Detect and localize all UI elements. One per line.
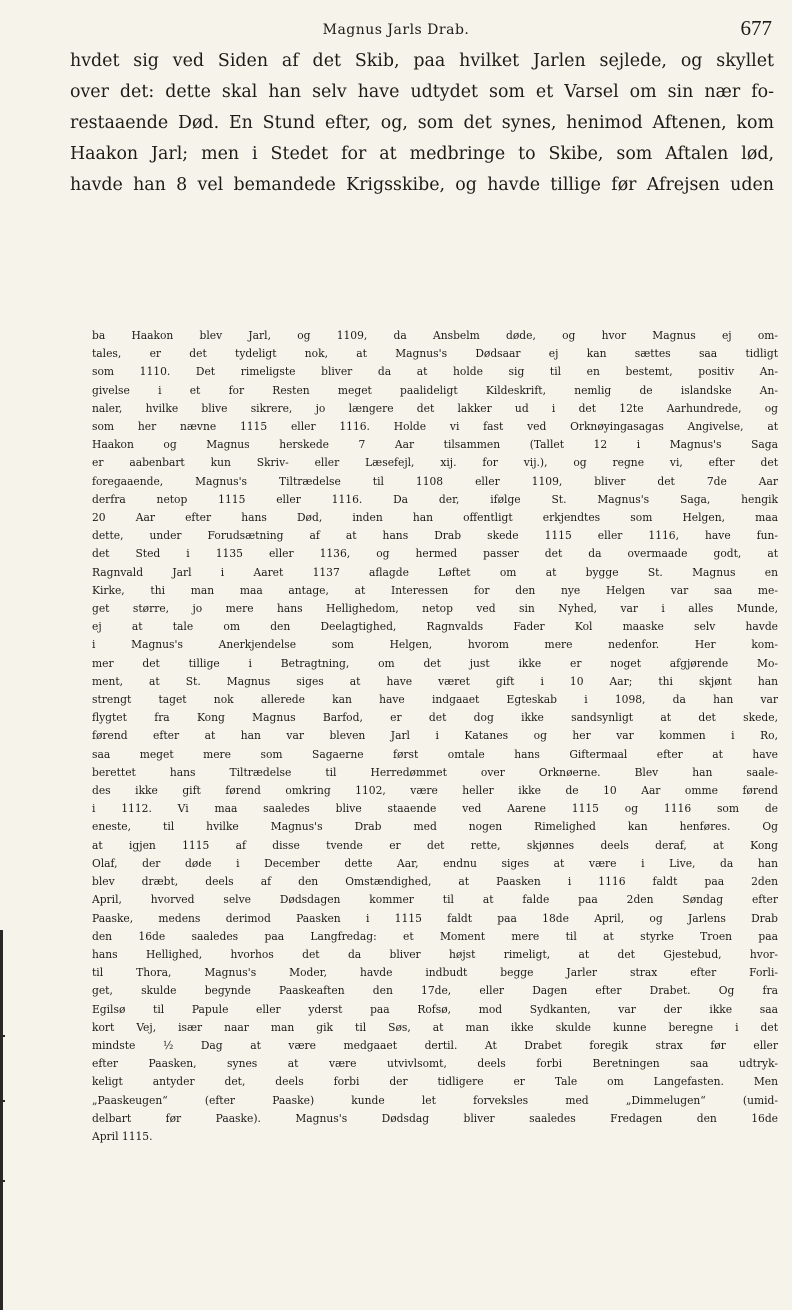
footnote-line: get større, jo mere hans Hellighedom, netop ved sin Nyhed, var i alles Munde,: [92, 602, 778, 616]
footnote-line: 20 Aar efter hans Død, inden han offentligt erkjendtes som Helgen, maa: [92, 511, 778, 525]
footnote-line: naler, hvilke blive sikrere, jo længere det lakker ud i det 12te Aarhundrede, og: [92, 401, 778, 415]
footnote-line: hans Hellighed, hvorhos det da bliver højst rimeligt, at det Gjestebud, hvor-: [92, 947, 778, 961]
footnote-line: tales, er det tydeligt nok, at Magnus's Dødsaar ej kan sættes saa tidligt: [92, 347, 778, 361]
main-text-line: havde han 8 vel bemandede Krigsskibe, og havde tillige før Afrejsen uden: [70, 175, 774, 196]
footnote-line: den 16de saaledes paa Langfredag: et Moment mere til at styrke Troen paa: [92, 929, 778, 943]
footnote-line: Egilsø til Papule eller yderst paa Rofsø, mod Sydkanten, var der ikke saa: [92, 1002, 778, 1016]
footnote-line: ej at tale om den Deelagtighed, Ragnvalds Fader Kol maaske selv havde: [92, 620, 778, 634]
footnote-line: mindste ½ Dag at være medgaaet dertil. At Drabet foregik strax før eller: [92, 1038, 778, 1052]
footnote-line: des ikke gift førend omkring 1102, være heller ikke de 10 Aar omme førend: [92, 784, 778, 798]
footnote-line: berettet hans Tiltrædelse til Herredømmet over Orknøerne. Blev han saale-: [92, 765, 778, 779]
main-text-line: restaaende Død. En Stund efter, og, som det synes, henimod Aftenen, kom: [70, 113, 774, 134]
footnote-line: til Thora, Magnus's Moder, havde indbudt begge Jarler strax efter Forli-: [92, 966, 778, 980]
main-text-line: over det: dette skal han selv have udtydet som et Varsel om sin nær fo-: [70, 82, 774, 103]
footnote-line: som her nævne 1115 eller 1116. Holde vi fast ved Orknøyingasagas Angivelse, at: [92, 420, 778, 434]
footnote-line: ba Haakon blev Jarl, og 1109, da Ansbelm døde, og hvor Magnus ej om-: [92, 329, 778, 342]
footnote-line: givelse i et for Resten meget paalideligt Kildeskrift, nemlig de islandske An-: [92, 383, 778, 397]
footnote-line: saa meget mere som Sagaerne først omtale hans Giftermaal efter at have: [92, 747, 778, 761]
main-text: [70, 46, 774, 201]
footnote-line: at igjen 1115 af disse tvende er det rette, skjønnes deels deraf, at Kong: [92, 838, 778, 852]
footnote-line: flygtet fra Kong Magnus Barfod, er det dog ikke sandsynligt at det skede,: [92, 711, 778, 725]
page-edge-shadow: [0, 930, 3, 1310]
footnote-line: er aabenbart kun Skriv- eller Læsefejl, xij. for vij.), og regne vi, efter det: [92, 456, 778, 470]
footnote-line: som 1110. Det rimeligste bliver da at holde sig til en bestemt, positiv An-: [92, 365, 778, 379]
footnote-line: April, hvorved selve Dødsdagen kommer til at falde paa 2den Søndag efter: [92, 893, 778, 907]
footnote-line: mer det tillige i Betragtning, om det just ikke er noget afgjørende Mo-: [92, 656, 778, 670]
main-text-line: Haakon Jarl; men i Stedet for at medbringe to Skibe, som Aftalen lød,: [70, 144, 774, 165]
footnote-line: det Sted i 1135 eller 1136, og hermed passer det da overmaade godt, at: [92, 547, 778, 561]
footnote-line: Kirke, thi man maa antage, at Interessen for den nye Helgen var saa me-: [92, 583, 778, 597]
footnote-line: foregaaende, Magnus's Tiltrædelse til 1108 eller 1109, bliver det 7de Aar: [92, 474, 778, 488]
footnote-line: kort Vej, især naar man gik til Søs, at man ikke skulde kunne beregne i det: [92, 1020, 778, 1034]
page-number: 677: [740, 16, 772, 40]
footnote-line: ment, at St. Magnus siges at have været gift i 10 Aar; thi skjønt han: [92, 674, 778, 688]
footnote-line: Ragnvald Jarl i Aaret 1137 aflagde Løftet om at bygge St. Magnus en: [92, 565, 778, 579]
page-edge-tick: [0, 1035, 5, 1037]
footnote-line: get, skulde begynde Paaskeaften den 17de, eller Dagen efter Drabet. Og fra: [92, 984, 778, 998]
footnote-line: „Paaskeugen“ (efter Paaske) kunde let forveksles med „Dimmelugen“ (umid-: [92, 1093, 778, 1107]
footnote-line: blev dræbt, deels af den Omstændighed, at Paasken i 1116 faldt paa 2den: [92, 875, 778, 889]
footnote-line: i Magnus's Anerkjendelse som Helgen, hvorom mere nedenfor. Her kom-: [92, 638, 778, 652]
footnote-line: førend efter at han var bleven Jarl i Katanes og her var kommen i Ro,: [92, 729, 778, 743]
footnote-line: i 1112. Vi maa saaledes blive staaende ved Aarene 1115 og 1116 som de: [92, 802, 778, 816]
running-head: Magnus Jarls Drab.: [322, 22, 470, 38]
footnote-line: Haakon og Magnus herskede 7 Aar tilsammen (Tallet 12 i Magnus's Saga: [92, 438, 778, 452]
footnote-line: Paaske, medens derimod Paasken i 1115 faldt paa 18de April, og Jarlens Drab: [92, 911, 778, 925]
main-text-line: hvdet sig ved Siden af det Skib, paa hvilket Jarlen sejlede, og skyllet: [70, 51, 774, 71]
page-edge-tick: [0, 1180, 5, 1182]
page-edge-tick: [0, 1100, 5, 1102]
footnote-block: [92, 327, 778, 1146]
footnote-line: Olaf, der døde i December dette Aar, endnu siges at være i Live, da han: [92, 856, 778, 870]
footnote-line-last: April 1115.: [92, 1129, 153, 1143]
footnote-line: derfra netop 1115 eller 1116. Da der, ifølge St. Magnus's Saga, hengik: [92, 492, 778, 506]
footnote-line: delbart før Paaske). Magnus's Dødsdag bliver saaledes Fredagen den 16de: [92, 1111, 778, 1125]
footnote-line: strengt taget nok allerede kan have indgaaet Egteskab i 1098, da han var: [92, 693, 778, 707]
footnote-line: keligt antyder det, deels forbi der tidligere er Tale om Langefasten. Men: [92, 1075, 778, 1089]
footnote-line: dette, under Forudsætning af at hans Drab skede 1115 eller 1116, have fun-: [92, 529, 778, 543]
footnote-line: efter Paasken, synes at være utvivlsomt, deels forbi Beretningen saa udtryk-: [92, 1057, 778, 1071]
footnote-line: eneste, til hvilke Magnus's Drab med nogen Rimelighed kan henføres. Og: [92, 820, 778, 834]
